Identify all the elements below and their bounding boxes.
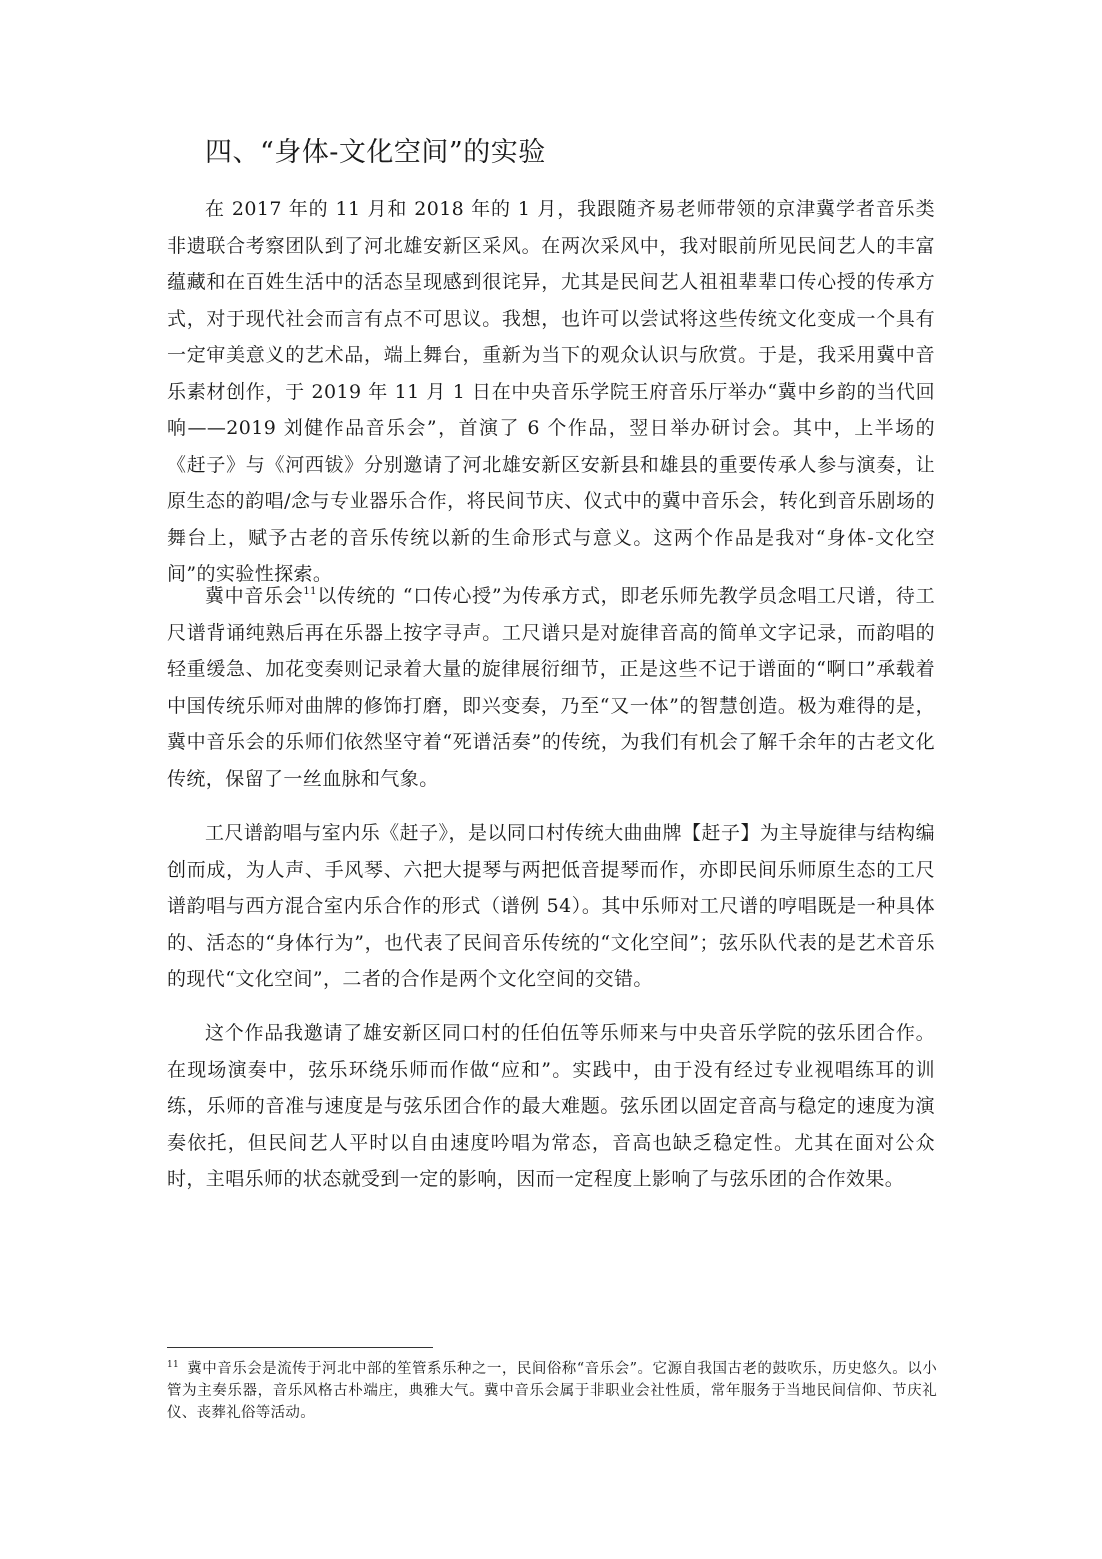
section-heading: 四、“身体-文化空间”的实验	[205, 137, 546, 168]
paragraph-1: 在 2017 年的 11 月和 2018 年的 1 月，我跟随齐易老师带领的京津冀学者音乐类非遗联合考察团队到了河北雄安新区采风。在两次采风中，我对眼前所见民间艺人的丰富蕴藏和在百姓生活中的活态呈现感到很诧异，尤其是民间艺人祖祖辈辈口传心授的传承方式，对于现代社会而言有点不可思议。我想，也许可以尝试将这些传统文化变成一个具有一定审美意义的艺术品，端上舞台，重新为当下的观众认识与欣赏。于是，我采用冀中音乐素材创作，于 2019 年 11 月 1 日在中央音乐学院王府音乐厅举办“冀中乡韵的当代回响——2019 刘健作品音乐会”，首演了 6 个作品，翌日举办研讨会。其中，上半场的《赶子》与《河西钹》分别邀请了河北雄安新区安新县和雄县的重要传承人参与演奏，让原生态的韵唱/念与专业器乐合作，将民间节庆、仪式中的冀中音乐会，转化到音乐剧场的舞台上，赋予古老的音乐传统以新的生命形式与意义。这两个作品是我对“身体-文化空间”的实验性探索。	[167, 198, 935, 585]
footnote-divider	[167, 1347, 433, 1348]
paragraph-2-lead: 冀中音乐会	[205, 585, 304, 607]
footnote	[167, 1358, 937, 1424]
footnote-number: 11	[167, 1360, 180, 1370]
paragraph-2-rest: 以传统的 “口传心授”为传承方式，即老乐师先教学员念唱工尺谱，待工尺谱背诵纯熟后再在乐器上按字寻声。工尺谱只是对旋律音高的简单文字记录，而韵唱的轻重缓急、加花变奏则记录着大量的旋律展衍细节，正是这些不记于谱面的“啊口”承载着中国传统乐师对曲牌的修饰打磨，即兴变奏，乃至“又一体”的智慧创造。极为难得的是，冀中音乐会的乐师们依然坚守着“死谱活奏”的传统，为我们有机会了解千余年的古老文化传统，保留了一丝血脉和气象。	[167, 585, 935, 790]
paragraph-2	[167, 578, 935, 797]
footnote-reference[interactable]: 11	[303, 586, 317, 597]
paragraph-4: 这个作品我邀请了雄安新区同口村的任伯伍等乐师来与中央音乐学院的弦乐团合作。在现场演奏中，弦乐环绕乐师而作做“应和”。实践中，由于没有经过专业视唱练耳的训练，乐师的音准与速度是与弦乐团合作的最大难题。弦乐团以固定音高与稳定的速度为演奏依托，但民间艺人平时以自由速度吟唱为常态，音高也缺乏稳定性。尤其在面对公众时，主唱乐师的状态就受到一定的影响，因而一定程度上影响了与弦乐团的合作效果。	[167, 1022, 935, 1190]
footnote-text: 冀中音乐会是流传于河北中部的笙管系乐种之一，民间俗称“音乐会”。它源自我国古老的鼓吹乐，历史悠久。以小管为主奏乐器，音乐风格古朴端庄，典雅大气。冀中音乐会属于非职业会社性质，常年服务于当地民间信仰、节庆礼仪、丧葬礼俗等活动。	[167, 1361, 937, 1421]
paragraph-3: 工尺谱韵唱与室内乐《赶子》，是以同口村传统大曲曲牌【赶子】为主导旋律与结构编创而成，为人声、手风琴、六把大提琴与两把低音提琴而作，亦即民间乐师原生态的工尺谱韵唱与西方混合室内乐合作的形式（谱例 54）。其中乐师对工尺谱的哼唱既是一种具体的、活态的“身体行为”，也代表了民间音乐传统的“文化空间”；弦乐队代表的是艺术音乐的现代“文化空间”，二者的合作是两个文化空间的交错。	[167, 822, 935, 990]
